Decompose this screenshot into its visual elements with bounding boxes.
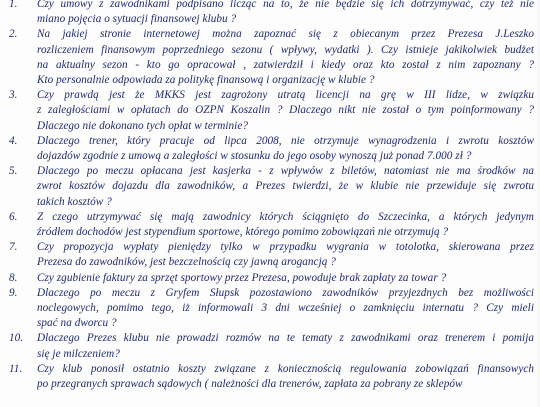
question-text-line: Czy prawdą jest że MKKS jest zagrożony utratą licencji na grę w III lidze, w związku: [37, 89, 534, 102]
question-text-line: się je milczeniem?: [37, 347, 120, 360]
question-text-line: dojazdów zgodnie z umową a zaległości w stosunku do jego osoby wynoszą już ponad 7.000 zł ?: [37, 150, 472, 163]
question-text-line: Kto personalnie odpowiada za politykę finansową i organizację w klubie ?: [37, 74, 375, 87]
question-text-line: Prezesa do zawodników, jest bezczelnością czy jawną arogancją ?: [37, 256, 336, 269]
question-text-line: Na jakiej stronie internetowej można zapoznać się z obiecanym przez Prezesa J.Leszko: [37, 28, 534, 41]
question-text-line: po przegranych sprawach sądowych ( należności dla trenerów, zapłata za pobrany ze sklepów: [37, 378, 463, 391]
question-item: [0, 27, 540, 88]
question-text-line: Czy propozycja wypłaty pieniędzy tylko w przypadku wygrania w totolotka, skierowana przez: [37, 241, 534, 254]
question-text-line: z zaległościami w opłatach do OZPN Koszalin ? Dlaczego nikt nie został o tym poinformowany ?: [37, 104, 534, 117]
question-text-line: Czy umowy z zawodnikami podpisano licząc na to, że nie będzie się ich dotrzymywać, czy też nie: [37, 0, 534, 10]
question-text-line: Dlaczego nie dokonano tych opłat w terminie?: [37, 119, 248, 132]
question-number: 2.: [9, 28, 18, 41]
question-text-line: Dlaczego po meczu opłacana jest kasjerka - z wpływów z biletów, natomiast nie ma środków na: [37, 165, 534, 178]
question-text-line: Czy klub ponosił ostatnio koszty związane z koniecznością regulowania zobowiązań finansowych: [37, 362, 534, 375]
question-item: [0, 88, 540, 134]
question-number: 5.: [9, 165, 18, 178]
question-item: [0, 362, 540, 392]
question-item: [0, 134, 540, 164]
question-text-line: rozliczeniem finansowym poprzedniego sezonu ( wpływy, wydatki ). Czy istnieje jakikolwiek budżet: [37, 43, 534, 56]
question-number: 6.: [9, 210, 18, 223]
question-text-line: Z czego utrzymywać się mają zawodnicy których ściągnięto do Szczecinka, a których jedynym: [37, 210, 534, 223]
question-item: [0, 164, 540, 210]
question-text-line: Dlaczego po meczu z Gryfem Słupsk pozostawiono zawodników przyjezdnych bez możliwości: [37, 286, 534, 299]
question-item: [0, 271, 540, 286]
question-item: [0, 210, 540, 240]
question-text-line: takich kosztów ?: [37, 195, 112, 208]
question-number: 9.: [9, 286, 18, 299]
question-item: [0, 240, 540, 270]
question-text-line: spać na dworcu ?: [37, 317, 117, 330]
question-number: 1.: [9, 0, 18, 10]
question-text-line: miano pojęcia o sytuacji finansowej klubu ?: [37, 13, 237, 26]
question-number: 8.: [9, 271, 18, 284]
question-number: 11.: [9, 362, 23, 375]
question-text-line: na aktualny sezon - kto go opracował , zatwierdził i kiedy oraz kto został z nim zapoznany ?: [37, 58, 534, 71]
question-number: 3.: [9, 89, 18, 102]
question-number: 7.: [9, 241, 18, 254]
question-item: [0, 286, 540, 332]
question-text-line: Czy zgubienie faktury za sprzęt sportowy przez Prezesa, powoduje brak zapłaty za towar ?: [37, 271, 447, 284]
question-number: 10.: [9, 332, 24, 345]
question-text-line: zwrot kosztów dojazdu dla zawodników, a Prezes twierdzi, że w klubie nie przewiduje się zwrotu: [37, 180, 534, 193]
question-text-line: Dlaczego Prezes klubu nie prowadzi rozmów na te tematy z zawodnikami oraz trenerem i pomija: [37, 332, 534, 345]
question-number: 4.: [9, 134, 18, 147]
question-text-line: noclegowych, pomimo tego, iż informowali 3 dni wcześniej o zamknięciu internatu ? Czy mieli: [37, 302, 534, 315]
question-text-line: Dlaczego trener, który pracuje od lipca 2008, nie otrzymuje wynagrodzenia i zwrotu kosztów: [37, 134, 534, 147]
question-item: [0, 0, 540, 27]
question-item: [0, 331, 540, 361]
question-text-line: źródłem dochodów jest stypendium sportowe, którego pomimo zobowiązań nie otrzymują ?: [37, 226, 449, 239]
